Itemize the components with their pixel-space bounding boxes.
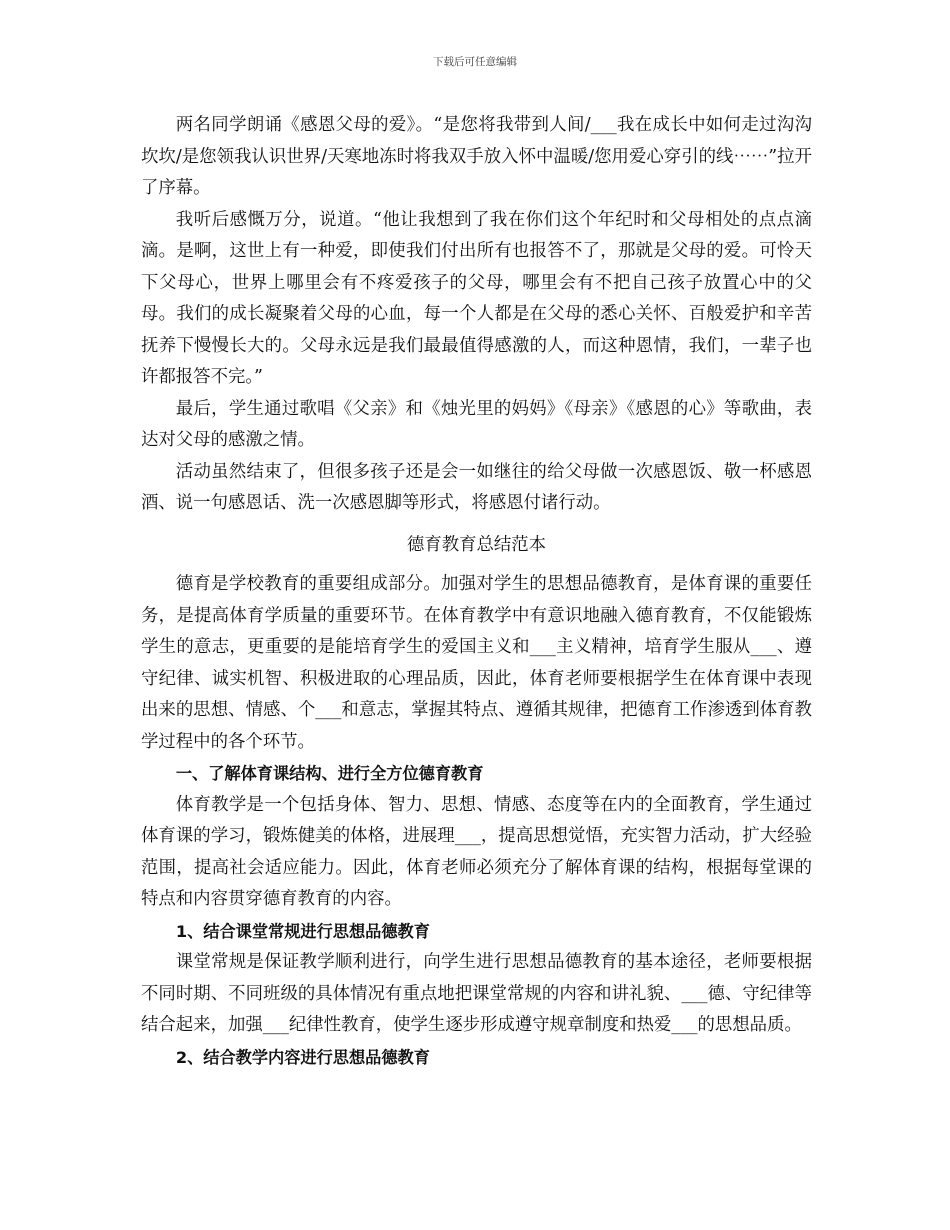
paragraph-songs: 最后，学生通过歌唱《父亲》和《烛光里的妈妈》《母亲》《感恩的心》等歌曲，表达对父母的感激之情。 xyxy=(141,398,812,450)
paragraph-subsection-1: 课堂常规是保证教学顺利进行，向学生进行思想品德教育的基本途径，老师要根据不同时期、不同班级的具体情况有重点地把课堂常规的内容和讲礼貌、___德、守纪律等结合起来，加强___纪律性教育，使学生逐步形成遵守规章制度和热爱___的思想品质。 xyxy=(141,952,812,1035)
heading-section-1: 一、了解体育课结构、进行全方位德育教育 xyxy=(175,764,484,783)
paragraph-recitation: 两名同学朗诵《感恩父母的爱》。“是您将我带到人间/___我在成长中如何走过沟沟坎坎/是您领我认识世界/天寒地冻时将我双手放入怀中温暖/您用爱心穿引的线⋯⋯”拉开了序幕。 xyxy=(141,115,812,198)
heading-subsection-2: 2、结合教学内容进行思想品德教育 xyxy=(175,1047,430,1067)
paragraph-reflection: 我听后感慨万分，说道。“他让我想到了我在你们这个年纪时和父母相处的点点滴滴。是啊，这世上有一种爱，即使我们付出所有也报答不了，那就是父母的爱。可怜天下父母心，世界上哪里会有不疼爱孩子的父母，哪里会有不把自己孩子放置心中的父母。我们的成长凝聚着父母的心血，每一个人都是在父母的悉心关怀、百般爱护和辛苦抚养下慢慢长大的。父母永远是我们最最值得感激的人，而这种恩情，我们，一辈子也许都报答不完。” xyxy=(141,209,812,387)
paragraph-ending: 活动虽然结束了，但很多孩子还是会一如继往的给父母做一次感恩饭、敬一杯感恩酒、说一句感恩话、洗一次感恩脚等形式，将感恩付诸行动。 xyxy=(141,461,812,513)
paragraph-intro: 德育是学校教育的重要组成部分。加强对学生的思想品德教育，是体育课的重要任务，是提高体育学质量的重要环节。在体育教学中有意识地融入德育教育，不仅能锻炼学生的意志，更重要的是能培育学生的爱国主义和___主义精神，培育学生服从___、遵守纪律、诚实机智、积极进取的心理品质，因此，体育老师要根据学生在体育课中表现出来的思想、情感、个___和意志，掌握其特点、遵循其规律，把德育工作渗透到体育教学过程中的各个环节。 xyxy=(141,574,812,752)
document-body xyxy=(141,110,812,1073)
paragraph-section-1: 体育教学是一个包括身体、智力、思想、情感、态度等在内的全面教育，学生通过体育课的学习，锻炼健美的体格，进展理___，提高思想觉悟，充实智力活动，扩大经验范围，提高社会适应能力。因此，体育老师必须充分了解体育课的结构，根据每堂课的特点和内容贯穿德育教育的内容。 xyxy=(141,794,812,909)
heading-subsection-1: 1、结合课堂常规进行思想品德教育 xyxy=(175,921,430,941)
page-header: 下载后可任意编辑 xyxy=(433,56,517,68)
section-title: 德育教育总结范本 xyxy=(406,534,547,555)
